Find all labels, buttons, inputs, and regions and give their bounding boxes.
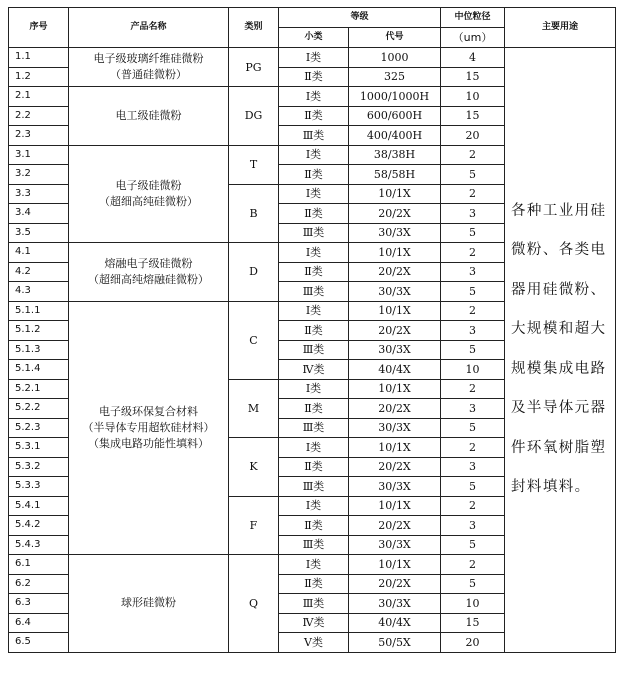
seq-cell: 6.3	[9, 594, 69, 614]
category-cell: DG	[229, 87, 279, 146]
product-name-line: （半导体专用超软硅材料）	[82, 420, 215, 434]
seq-cell: 4.1	[9, 243, 69, 263]
code-cell: 40/4X	[349, 360, 441, 380]
grade-cell: Ⅲ类	[279, 535, 349, 555]
seq-cell: 5.1.3	[9, 340, 69, 360]
median-size-cell: 3	[441, 204, 505, 224]
seq-cell: 5.4.3	[9, 535, 69, 555]
median-size-cell: 15	[441, 613, 505, 633]
seq-cell: 3.5	[9, 223, 69, 243]
grade-cell: Ⅰ类	[279, 243, 349, 263]
product-name-cell	[69, 145, 229, 243]
grade-cell: Ⅲ类	[279, 223, 349, 243]
product-name-cell	[69, 48, 229, 87]
seq-cell: 5.2.3	[9, 418, 69, 438]
median-size-cell: 2	[441, 555, 505, 575]
grade-cell: Ⅴ类	[279, 633, 349, 653]
grade-cell: Ⅰ类	[279, 87, 349, 107]
grade-cell: Ⅲ类	[279, 418, 349, 438]
seq-cell: 6.2	[9, 574, 69, 594]
code-cell: 600/600H	[349, 106, 441, 126]
grade-cell: Ⅰ类	[279, 438, 349, 458]
median-size-cell: 5	[441, 574, 505, 594]
seq-cell: 4.2	[9, 262, 69, 282]
code-cell: 50/5X	[349, 633, 441, 653]
grade-cell: Ⅳ类	[279, 360, 349, 380]
code-cell: 1000	[349, 48, 441, 68]
code-cell: 20/2X	[349, 516, 441, 536]
seq-cell: 3.1	[9, 145, 69, 165]
seq-cell: 4.3	[9, 282, 69, 302]
product-name-line: （超细高纯硅微粉）	[99, 194, 198, 208]
seq-cell: 3.4	[9, 204, 69, 224]
seq-cell: 5.2.2	[9, 399, 69, 419]
code-cell: 10/1X	[349, 496, 441, 516]
code-cell: 20/2X	[349, 457, 441, 477]
median-size-cell: 3	[441, 399, 505, 419]
grade-cell: Ⅰ类	[279, 379, 349, 399]
code-cell: 325	[349, 67, 441, 87]
header-unit: （um）	[441, 28, 505, 48]
category-cell: T	[229, 145, 279, 184]
code-cell: 20/2X	[349, 399, 441, 419]
grade-cell: Ⅲ类	[279, 126, 349, 146]
grade-cell: Ⅲ类	[279, 340, 349, 360]
product-name-line: （超细高纯熔融硅微粉）	[88, 272, 209, 286]
seq-cell: 1.2	[9, 67, 69, 87]
median-size-cell: 3	[441, 457, 505, 477]
grade-cell: Ⅱ类	[279, 399, 349, 419]
product-name-cell	[69, 555, 229, 653]
code-cell: 30/3X	[349, 223, 441, 243]
median-size-cell: 4	[441, 48, 505, 68]
product-name-cell	[69, 87, 229, 146]
median-size-cell: 2	[441, 438, 505, 458]
category-cell: F	[229, 496, 279, 555]
grade-cell: Ⅰ类	[279, 555, 349, 575]
category-cell: B	[229, 184, 279, 243]
code-cell: 58/58H	[349, 165, 441, 185]
code-cell: 30/3X	[349, 477, 441, 497]
median-size-cell: 2	[441, 145, 505, 165]
product-name-line: （普通硅微粉）	[110, 68, 187, 81]
header-category: 类别	[229, 8, 279, 48]
code-cell: 40/4X	[349, 613, 441, 633]
category-cell: C	[229, 301, 279, 379]
median-size-cell: 3	[441, 321, 505, 341]
median-size-cell: 15	[441, 106, 505, 126]
code-cell: 10/1X	[349, 555, 441, 575]
grade-cell: Ⅰ类	[279, 48, 349, 68]
median-size-cell: 3	[441, 262, 505, 282]
median-size-cell: 20	[441, 126, 505, 146]
code-cell: 10/1X	[349, 438, 441, 458]
product-name-cell	[69, 301, 229, 555]
seq-cell: 5.4.1	[9, 496, 69, 516]
median-size-cell: 20	[441, 633, 505, 653]
product-name-line: 电子级玻璃纤维硅微粉	[93, 52, 204, 66]
code-cell: 20/2X	[349, 574, 441, 594]
category-cell: M	[229, 379, 279, 438]
code-cell: 10/1X	[349, 379, 441, 399]
median-size-cell: 5	[441, 340, 505, 360]
seq-cell: 5.1.1	[9, 301, 69, 321]
grade-cell: Ⅲ类	[279, 477, 349, 497]
seq-cell: 5.1.2	[9, 321, 69, 341]
category-cell: D	[229, 243, 279, 302]
grade-cell: Ⅱ类	[279, 262, 349, 282]
product-name-line: 球形硅微粉	[121, 596, 176, 610]
seq-cell: 3.3	[9, 184, 69, 204]
median-size-cell: 2	[441, 379, 505, 399]
grade-cell: Ⅰ类	[279, 301, 349, 321]
seq-cell: 6.1	[9, 555, 69, 575]
median-size-cell: 2	[441, 301, 505, 321]
grade-cell: Ⅳ类	[279, 613, 349, 633]
seq-cell: 5.2.1	[9, 379, 69, 399]
category-cell: PG	[229, 48, 279, 87]
code-cell: 30/3X	[349, 340, 441, 360]
code-cell: 400/400H	[349, 126, 441, 146]
grade-cell: Ⅲ类	[279, 282, 349, 302]
median-size-cell: 2	[441, 243, 505, 263]
code-cell: 20/2X	[349, 262, 441, 282]
grade-cell: Ⅲ类	[279, 594, 349, 614]
header-median-size: 中位粒径	[441, 8, 505, 28]
header-product-name: 产品名称	[69, 8, 229, 48]
header-grade: 等级	[279, 8, 441, 28]
product-table	[8, 7, 616, 653]
seq-cell: 2.1	[9, 87, 69, 107]
median-size-cell: 5	[441, 165, 505, 185]
grade-cell: Ⅰ类	[279, 496, 349, 516]
product-name-line: 电子级环保复合材料	[99, 404, 198, 418]
header-seq: 序号	[9, 8, 69, 48]
grade-cell: Ⅱ类	[279, 574, 349, 594]
code-cell: 30/3X	[349, 418, 441, 438]
code-cell: 10/1X	[349, 243, 441, 263]
code-cell: 30/3X	[349, 282, 441, 302]
median-size-cell: 2	[441, 184, 505, 204]
seq-cell: 5.3.1	[9, 438, 69, 458]
median-size-cell: 15	[441, 67, 505, 87]
table-body	[9, 48, 616, 653]
code-cell: 38/38H	[349, 145, 441, 165]
median-size-cell: 10	[441, 360, 505, 380]
product-name-cell	[69, 243, 229, 302]
grade-cell: Ⅱ类	[279, 165, 349, 185]
header-code: 代号	[349, 28, 441, 48]
grade-cell: Ⅱ类	[279, 204, 349, 224]
table-row	[9, 48, 616, 68]
main-usage-cell: 各种工业用硅微粉、各类电器用硅微粉、大规模和超大规模集成电路及半导体元器件环氧树脂塑封料填料。	[505, 48, 616, 653]
median-size-cell: 3	[441, 516, 505, 536]
code-cell: 20/2X	[349, 204, 441, 224]
seq-cell: 2.3	[9, 126, 69, 146]
seq-cell: 5.3.3	[9, 477, 69, 497]
seq-cell: 3.2	[9, 165, 69, 185]
median-size-cell: 5	[441, 535, 505, 555]
seq-cell: 2.2	[9, 106, 69, 126]
median-size-cell: 5	[441, 418, 505, 438]
seq-cell: 6.5	[9, 633, 69, 653]
product-name-line: 熔融电子级硅微粉	[104, 256, 193, 270]
seq-cell: 6.4	[9, 613, 69, 633]
median-size-cell: 10	[441, 594, 505, 614]
product-name-line: 电工级硅微粉	[115, 108, 182, 122]
median-size-cell: 5	[441, 223, 505, 243]
seq-cell: 5.4.2	[9, 516, 69, 536]
seq-cell: 5.1.4	[9, 360, 69, 380]
grade-cell: Ⅰ类	[279, 145, 349, 165]
product-name-line: （集成电路功能性填料）	[88, 436, 209, 450]
grade-cell: Ⅱ类	[279, 457, 349, 477]
code-cell: 1000/1000H	[349, 87, 441, 107]
code-cell: 10/1X	[349, 301, 441, 321]
median-size-cell: 2	[441, 496, 505, 516]
header-sub-class: 小类	[279, 28, 349, 48]
code-cell: 30/3X	[349, 535, 441, 555]
category-cell: Q	[229, 555, 279, 653]
header-main-usage: 主要用途	[505, 8, 616, 48]
grade-cell: Ⅱ类	[279, 67, 349, 87]
median-size-cell: 5	[441, 477, 505, 497]
grade-cell: Ⅱ类	[279, 321, 349, 341]
code-cell: 20/2X	[349, 321, 441, 341]
grade-cell: Ⅱ类	[279, 516, 349, 536]
grade-cell: Ⅰ类	[279, 184, 349, 204]
seq-cell: 5.3.2	[9, 457, 69, 477]
category-cell: K	[229, 438, 279, 497]
median-size-cell: 5	[441, 282, 505, 302]
code-cell: 10/1X	[349, 184, 441, 204]
median-size-cell: 10	[441, 87, 505, 107]
seq-cell: 1.1	[9, 48, 69, 68]
product-name-line: 电子级硅微粉	[115, 178, 182, 192]
code-cell: 30/3X	[349, 594, 441, 614]
grade-cell: Ⅱ类	[279, 106, 349, 126]
